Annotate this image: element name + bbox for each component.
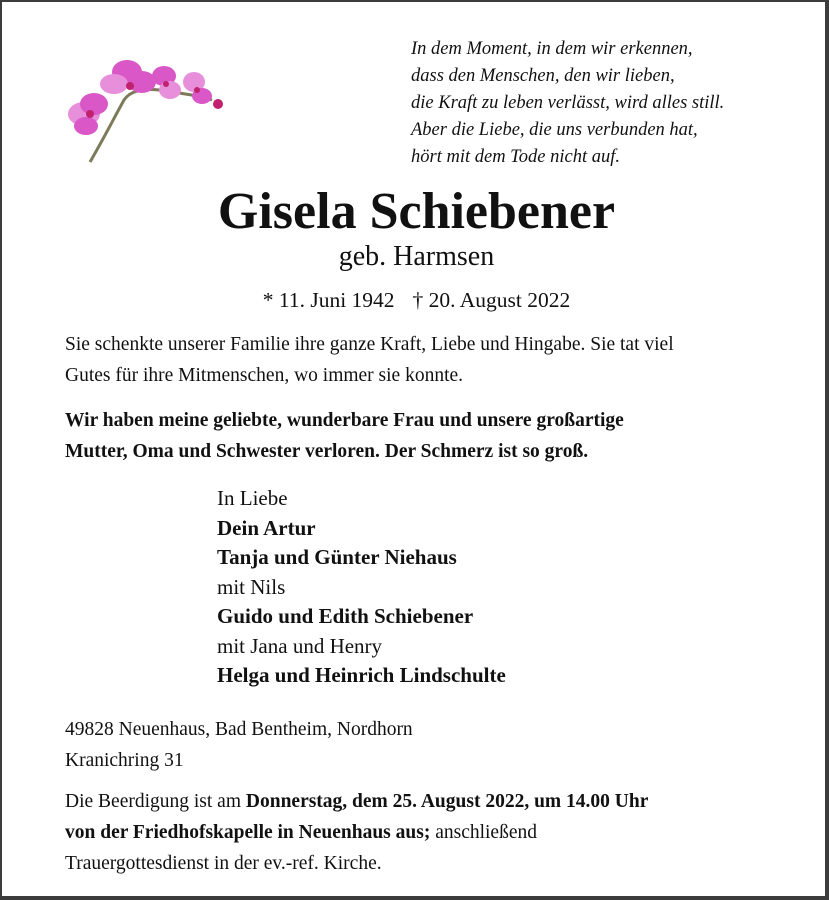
tribute-line: Gutes für ihre Mitmenschen, wo immer sie konnte.: [65, 365, 464, 386]
signature-line: Dein Artur: [217, 515, 316, 540]
signature-line: Guido und Edith Schiebener: [217, 604, 474, 628]
orchid-flower-2: [100, 60, 156, 94]
funeral-location: von der Friedhofskapelle in Neuenhaus aus;: [65, 822, 431, 843]
funeral-prefix: Die Beerdigung ist am: [65, 791, 246, 812]
maiden-name: geb. Harmsen: [338, 241, 495, 272]
orchid-branch-icon: [62, 48, 232, 168]
signature-intro: In Liebe: [217, 486, 288, 510]
address-line-2: Kranichring 31: [65, 750, 184, 771]
orchid-flower-3: [152, 66, 181, 99]
funeral-line-3: Trauergottesdienst in der ev.-ref. Kirche.: [65, 853, 382, 874]
grief-paragraph: [65, 405, 624, 467]
grief-line: Wir haben meine geliebte, wunderbare Frau und unsere großartige: [65, 410, 624, 431]
death-date: † 20. August 2022: [412, 288, 571, 312]
funeral-rest: anschließend: [430, 822, 537, 843]
birth-date: * 11. Juni 1942: [262, 288, 395, 312]
tribute-line: Sie schenkte unserer Familie ihre ganze Kraft, Liebe und Hingabe. Sie tat viel: [65, 334, 674, 355]
orchid-bud: [213, 99, 223, 109]
orchid-flower-1: [68, 93, 108, 135]
poem-line: die Kraft zu leben verlässt, wird alles still.: [411, 93, 725, 113]
poem: [411, 36, 724, 171]
orchid-flower-4: [183, 72, 212, 104]
address: [65, 714, 413, 776]
signatures: [217, 484, 506, 691]
poem-line: Aber die Liebe, die uns verbunden hat,: [411, 120, 698, 140]
funeral-line-1: [65, 786, 648, 817]
poem-line: dass den Menschen, den wir lieben,: [411, 66, 675, 86]
signature-line: mit Jana und Henry: [217, 633, 383, 658]
poem-line: In dem Moment, in dem wir erkennen,: [411, 39, 693, 59]
deceased-name: Gisela Schiebener: [217, 183, 616, 240]
grief-line: Mutter, Oma und Schwester verloren. Der Schmerz ist so groß.: [65, 441, 589, 462]
signature-line: Helga und Heinrich Lindschulte: [217, 663, 506, 687]
life-dates: [2, 285, 829, 315]
funeral-info: [65, 786, 648, 879]
poem-line: hört mit dem Tode nicht auf.: [411, 147, 620, 167]
funeral-line-2: [65, 817, 648, 848]
signature-line: mit Nils: [217, 574, 286, 599]
tribute-paragraph: [65, 329, 674, 391]
address-line-1: 49828 Neuenhaus, Bad Bentheim, Nordhorn: [65, 719, 413, 740]
funeral-date-time: Donnerstag, dem 25. August 2022, um 14.00 Uhr: [245, 791, 649, 812]
signature-line: Tanja und Günter Niehaus: [217, 545, 457, 569]
